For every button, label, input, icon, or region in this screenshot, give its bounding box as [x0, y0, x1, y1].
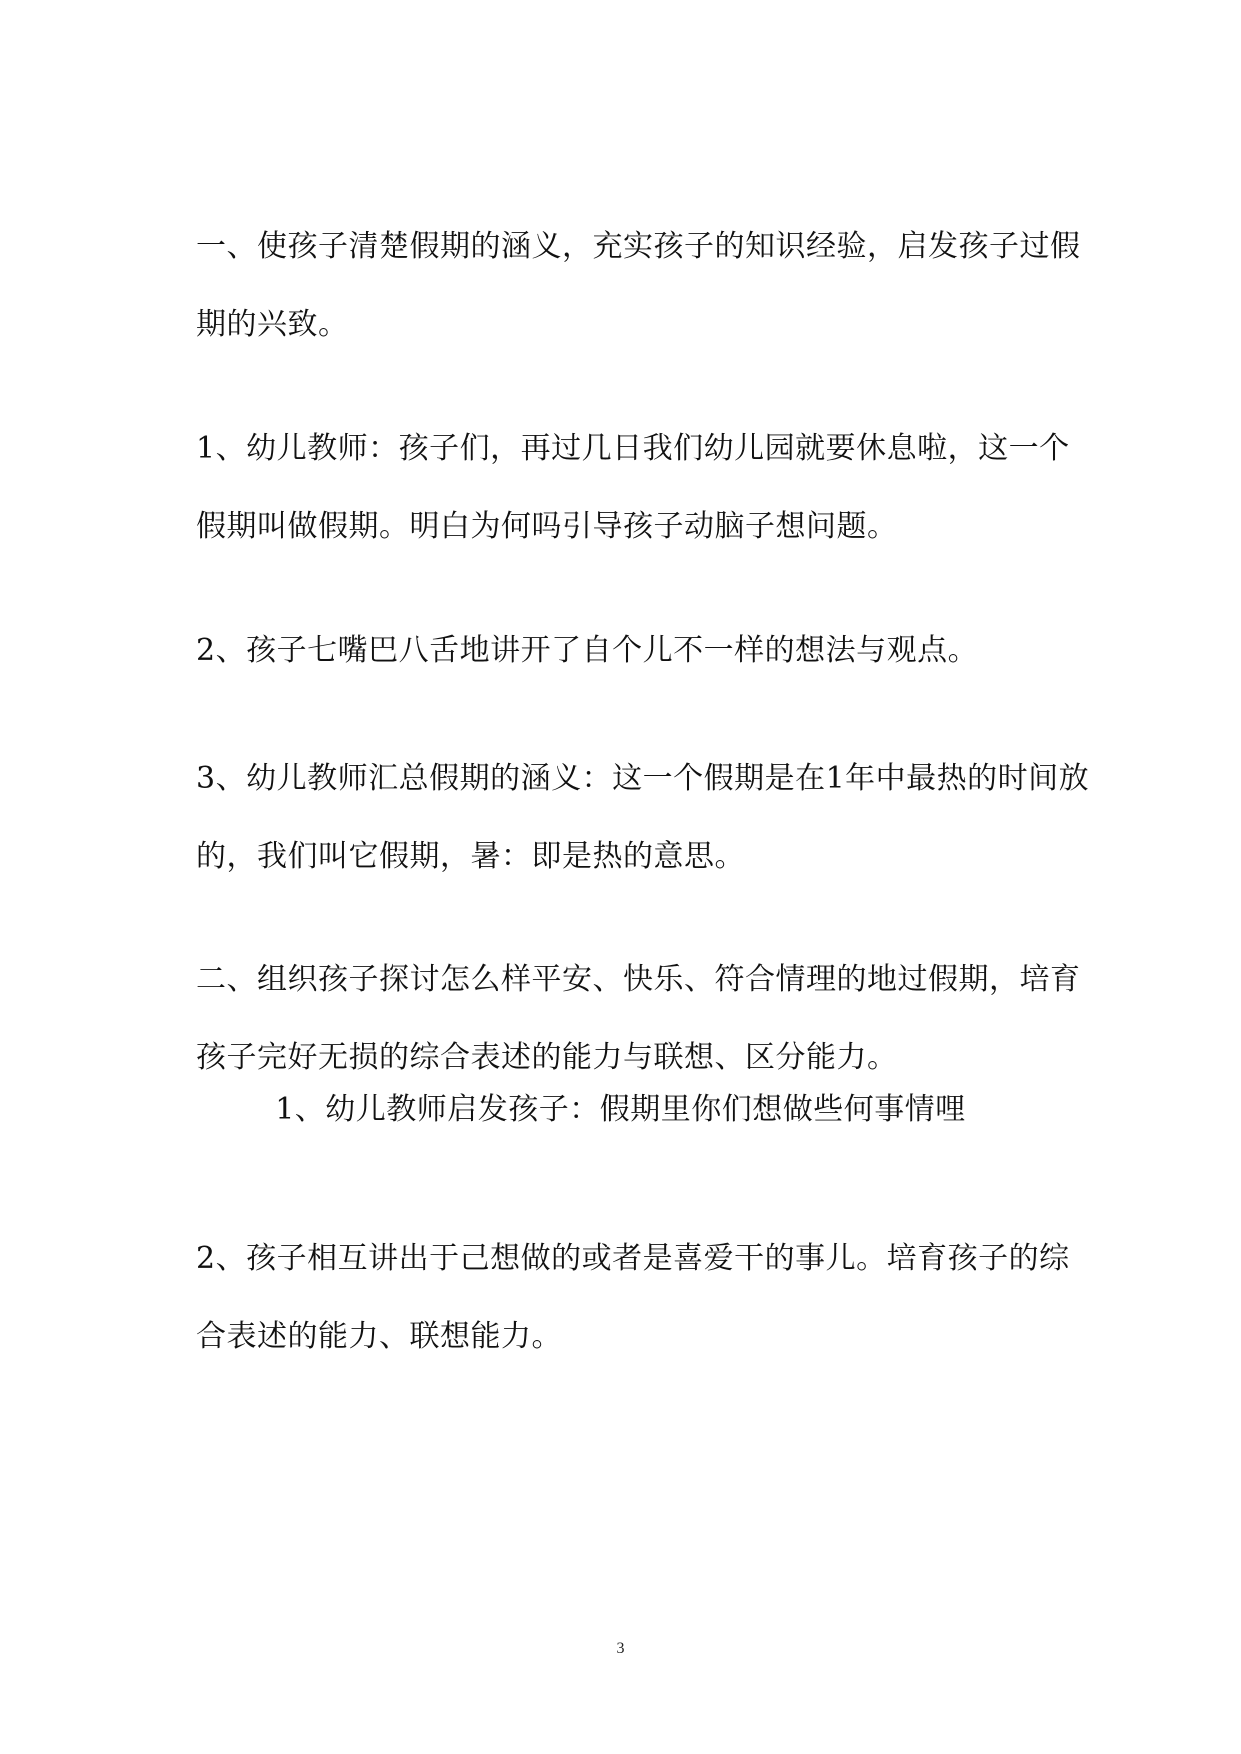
text-line: 假期叫做假期。明白为何吗引导孩子动脑子想问题。: [196, 509, 898, 544]
paragraph-centered-item-1: [0, 1088, 1241, 1132]
text-line: 1、幼儿教师：孩子们，再过几日我们幼儿园就要休息啦，这一个: [196, 431, 1070, 466]
page-number: 3: [616, 1640, 625, 1657]
paragraph-item-2: [196, 612, 1056, 690]
paragraph-item-2-second: [196, 1220, 1070, 1376]
text-line: 期的兴致。: [196, 307, 349, 342]
paragraph-item-1: [196, 410, 1070, 566]
paragraph-item-3: [196, 740, 1090, 896]
text-line: 2、孩子七嘴巴八舌地讲开了自个儿不一样的想法与观点。: [196, 633, 979, 668]
text-line: 孩子完好无损的综合表述的能力与联想、区分能力。: [196, 1040, 898, 1075]
text-line: 一、使孩子清楚假期的涵义，充实孩子的知识经验，启发孩子过假: [196, 229, 1081, 264]
text-line: 3、幼儿教师汇总假期的涵义：这一个假期是在1年中最热的时间放: [196, 761, 1090, 796]
text-line: 2、孩子相互讲出于己想做的或者是喜爱干的事儿。培育孩子的综: [196, 1241, 1070, 1276]
text-line: 1、幼儿教师启发孩子：假期里你们想做些何事情哩: [275, 1092, 966, 1127]
text-line: 二、组织孩子探讨怎么样平安、快乐、符合情理的地过假期，培育: [196, 962, 1081, 997]
text-line: 的，我们叫它假期，暑：即是热的意思。: [196, 839, 745, 874]
paragraph-section-two: [196, 941, 1081, 1097]
paragraph-section-one: [196, 208, 1081, 364]
text-line: 合表述的能力、联想能力。: [196, 1319, 562, 1354]
